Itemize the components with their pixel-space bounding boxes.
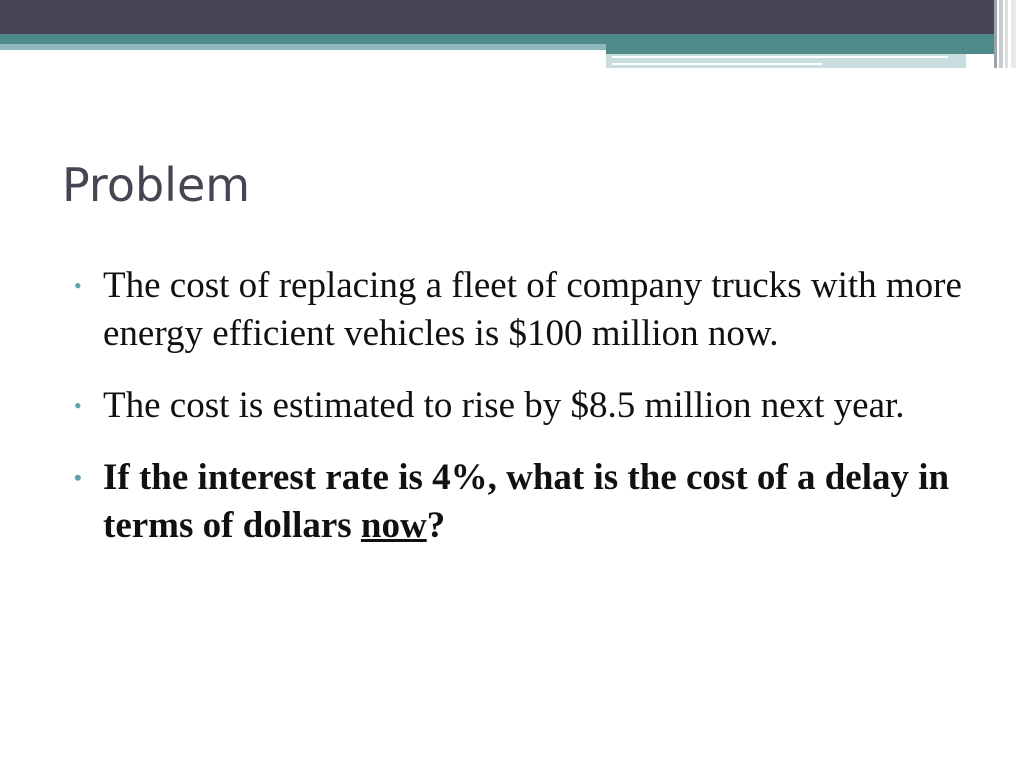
header-rule-line <box>612 56 948 58</box>
header-band-dark <box>0 0 1024 34</box>
bullet-text: If the interest rate is 4%, what is the cost of a delay in terms of dollars <box>103 457 950 546</box>
bullet-text-underlined: now <box>360 505 427 546</box>
bullet-item-question <box>74 454 964 550</box>
slide-title: Problem <box>62 158 251 212</box>
bullet-dot-icon: • <box>74 393 82 418</box>
bullet-item <box>74 382 964 430</box>
bullet-dot-icon: • <box>74 465 82 490</box>
header-band-teal <box>0 34 1024 44</box>
bullet-dot-icon: • <box>74 273 82 298</box>
header-vertical-stripes <box>994 0 1024 68</box>
bullet-list <box>74 262 964 574</box>
header-band-step <box>606 44 1024 54</box>
bullet-text: ? <box>426 505 446 546</box>
bullet-text: The cost of replacing a fleet of company trucks with more energy efficient vehicles is $100 million now. <box>103 265 962 354</box>
bullet-item <box>74 262 964 358</box>
bullet-text: The cost is estimated to rise by $8.5 million next year. <box>103 385 905 426</box>
header-band-light <box>0 44 606 50</box>
header-rule-line <box>612 63 822 65</box>
